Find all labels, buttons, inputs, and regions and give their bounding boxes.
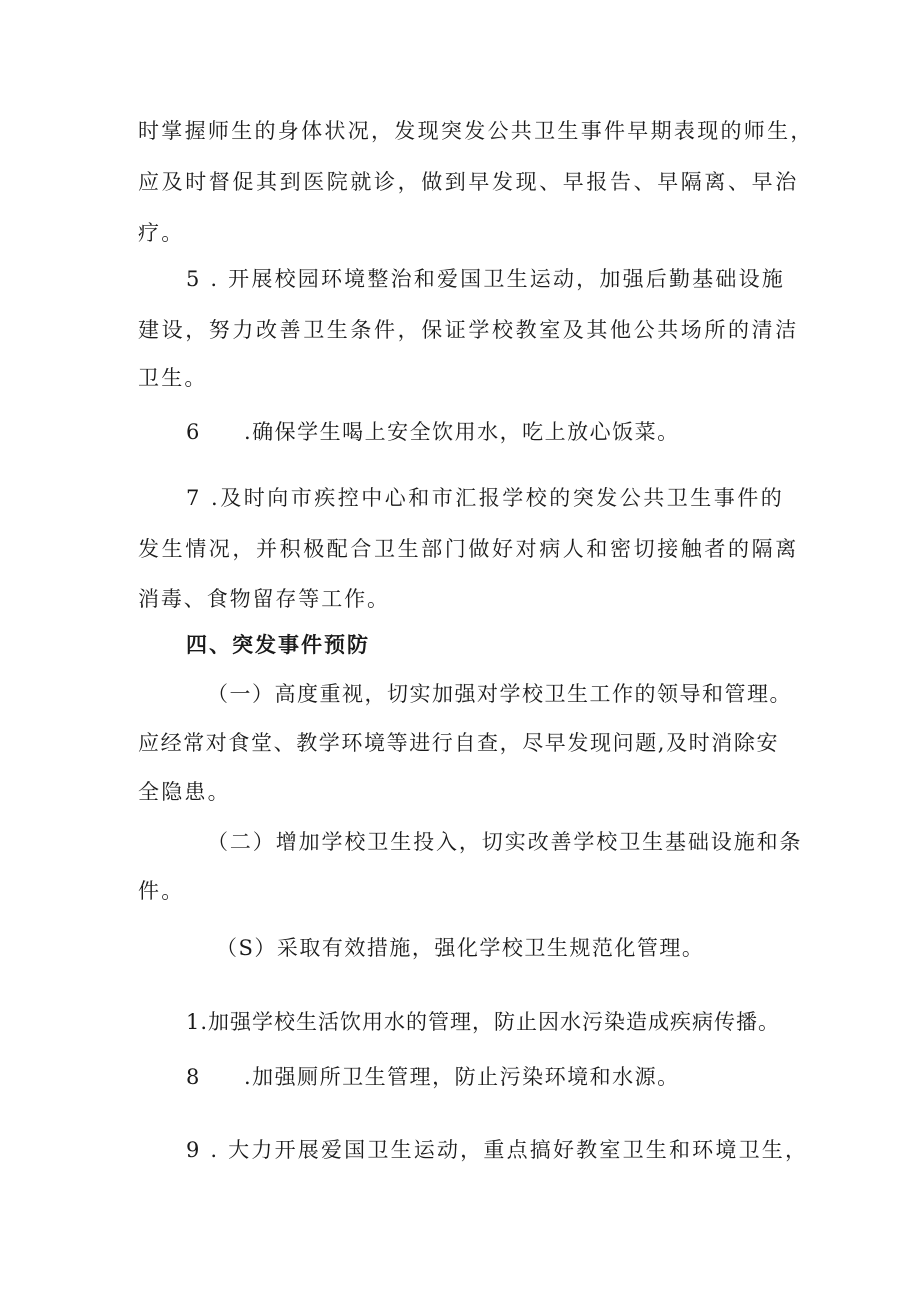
list-item-9: 9 . 大力开展爱国卫生运动，重点搞好教室卫生和环境卫生，	[186, 1138, 809, 1162]
text-line: 消毒、食物留存等工作。	[138, 587, 390, 611]
list-item-1: 1.加强学校生活饮用水的管理，防止因水污染造成疾病传播。	[186, 1010, 781, 1034]
text-line: 全隐患。	[138, 780, 231, 804]
section-heading: 四、突发事件预防	[186, 633, 370, 657]
paragraph-start: （S）采取有效措施，强化学校卫生规范化管理。	[216, 936, 705, 960]
list-item-8: .加强厕所卫生管理，防止污染环境和水源。	[244, 1065, 680, 1089]
paragraph-start: （二）增加学校卫生投入，切实改善学校卫生基础设施和条	[207, 830, 803, 854]
text-line: 卫生。	[138, 366, 208, 390]
list-item-6-number: 6	[186, 420, 202, 444]
list-item-5: 5 . 开展校园环境整治和爱国卫生运动，加强后勤基础设施	[186, 267, 785, 291]
text-line: 时掌握师生的身体状况，发现突发公共卫生事件早期表现的师生，	[138, 119, 814, 143]
text-line: 应经常对食堂、教学环境等进行自查，尽早发现问题,及时消除安	[138, 731, 780, 755]
text-line: 应及时督促其到医院就诊，做到早发现、早报告、早隔离、早治	[138, 170, 799, 194]
text-line: 疗。	[138, 221, 185, 245]
text-line: 发生情况，并积极配合卫生部门做好对病人和密切接触者的隔离	[138, 537, 799, 561]
paragraph-start: （一）高度重视，切实加强对学校卫生工作的领导和管理。	[207, 682, 792, 706]
text-line: 件。	[138, 879, 185, 903]
list-item-8-number: 8	[186, 1065, 202, 1089]
list-item-6: .确保学生喝上安全饮用水，吃上放心饭菜。	[244, 420, 680, 444]
text-line: 建设，努力改善卫生条件，保证学校教室及其他公共场所的清洁	[138, 318, 799, 342]
list-item-7: 7 .及时向市疾控中心和市汇报学校的突发公共卫生事件的	[186, 486, 785, 510]
